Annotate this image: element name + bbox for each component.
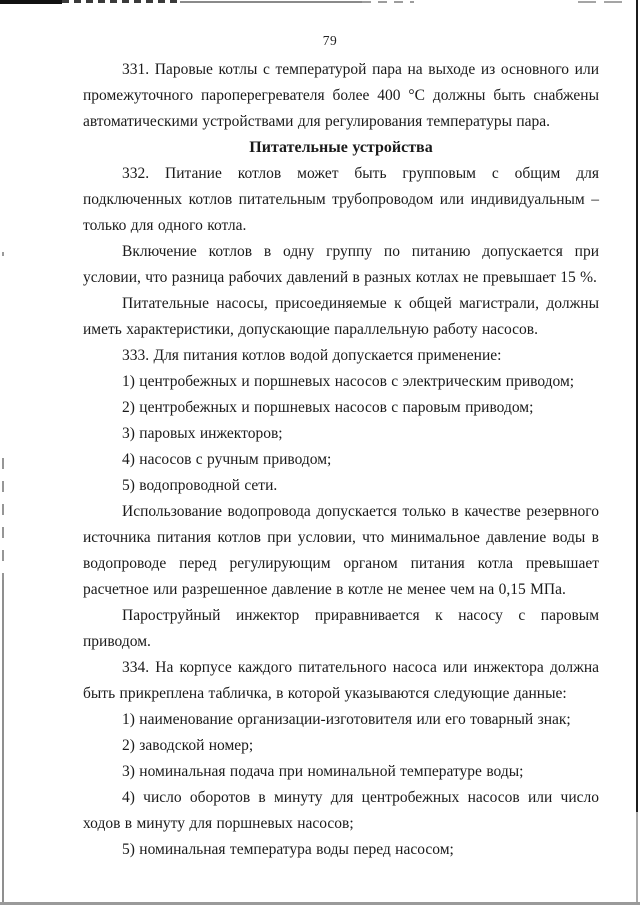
list-item: 3) паровых инжекторов; bbox=[122, 425, 283, 442]
list-item: 5) номинальная температура воды перед насосом; bbox=[122, 841, 454, 858]
page-number: 79 bbox=[322, 33, 338, 48]
scan-artifact-right-edge-gray bbox=[636, 812, 638, 905]
section-heading: Питательные устройства bbox=[249, 139, 433, 156]
list-item: 2) центробежных и поршневых насосов с паровым приводом; bbox=[122, 399, 534, 416]
scan-artifact-left-edge-dashes bbox=[2, 458, 4, 580]
scan-artifact-top-edge-faint bbox=[362, 1, 414, 3]
scan-artifact-left-edge-dot bbox=[2, 252, 4, 256]
paragraph: 334. На корпусе каждого питательного насоса или инжектора должна быть прикреплена табличка, в которой указываются следующие данные: bbox=[83, 659, 599, 702]
list-item: 4) число оборотов в минуту для центробежных насосов или число ходов в минуту для поршневых насосов; bbox=[83, 789, 599, 832]
scan-artifact-right-edge-dark bbox=[636, 0, 638, 812]
document-body bbox=[83, 57, 599, 863]
list-item: 2) заводской номер; bbox=[122, 737, 254, 754]
paragraph: Использование водопровода допускается только в качестве резервного источника питания котлов при условии, что минимальное давление воды в водопроводе перед регулирующим органом питания котла превышает расчетное или разрешенное давление в котле не менее чем на 0,15 МПа. bbox=[83, 503, 599, 598]
scan-artifact-top-edge-gray bbox=[180, 1, 362, 3]
list-item: 4) насосов с ручным приводом; bbox=[122, 451, 332, 468]
list-item: 3) номинальная подача при номинальной температуре воды; bbox=[122, 763, 524, 780]
scan-artifact-top-edge-black bbox=[0, 0, 62, 4]
list-item: 1) наименование организации-изготовителя или его товарный знак; bbox=[122, 711, 571, 728]
paragraph: Пароструйный инжектор приравнивается к насосу с паровым приводом. bbox=[83, 607, 599, 650]
list-item: 1) центробежных и поршневых насосов с электрическим приводом; bbox=[122, 373, 575, 390]
scan-artifact-top-edge-dashes bbox=[62, 0, 180, 3]
scan-artifact-top-edge-right bbox=[578, 1, 624, 3]
paragraph: 333. Для питания котлов водой допускается применение: bbox=[122, 347, 502, 364]
paragraph: Питательные насосы, присоединяемые к общей магистрали, должны иметь характеристики, допускающие параллельную работу насосов. bbox=[83, 295, 599, 338]
list-item: 5) водопроводной сети. bbox=[122, 477, 278, 494]
paragraph: 332. Питание котлов может быть групповым с общим для подключенных котлов питательным трубопроводом или индивидуальным – только для одного котла. bbox=[83, 165, 599, 234]
paragraph: Включение котлов в одну группу по питанию допускается при условии, что разница рабочих давлений в разных котлах не превышает 15 %. bbox=[83, 243, 599, 286]
scan-artifact-left-edge-solid bbox=[2, 580, 4, 905]
paragraph: 331. Паровые котлы с температурой пара на выходе из основного или промежуточного пароперегревателя более 400 °С должны быть снабжены автоматическими устройствами для регулирования температуры пара. bbox=[83, 61, 599, 130]
